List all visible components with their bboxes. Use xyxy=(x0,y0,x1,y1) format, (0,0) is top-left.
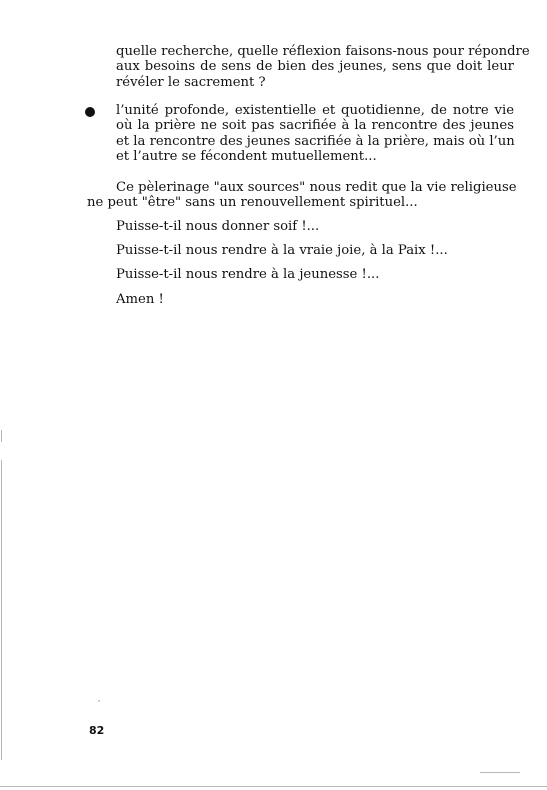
prayer-line-4: Amen ! xyxy=(116,292,164,307)
bullet-item-line-3: et la rencontre des jeunes sacrifiée à la prière, mais où l’un xyxy=(116,134,515,149)
scan-bottom-mark xyxy=(480,772,520,773)
prayer-line-1: Puisse-t-il nous donner soif !... xyxy=(116,219,320,234)
paragraph-2-line-2: ne peut "être" sans un renouvellement spirituel... xyxy=(87,195,418,210)
page-number: 82 xyxy=(89,724,105,737)
paragraph-1-line-1: quelle recherche, quelle réflexion faisons-nous pour répondre xyxy=(116,44,530,59)
bullet-item-line-1: l’unité profonde, existentielle et quotidienne, de notre vie xyxy=(116,103,514,118)
scan-bottom-edge xyxy=(0,786,547,787)
bullet-item-line-4: et l’autre se fécondent mutuellement... xyxy=(116,149,377,164)
paragraph-1-line-3: révéler le sacrement ? xyxy=(116,75,266,90)
scan-speck xyxy=(98,700,100,702)
prayer-line-2: Puisse-t-il nous rendre à la vraie joie, à la Paix !... xyxy=(116,243,448,258)
paragraph-2-line-1: Ce pèlerinage "aux sources" nous redit que la vie religieuse xyxy=(116,180,517,195)
bullet-item-line-2: où la prière ne soit pas sacrifiée à la rencontre des jeunes xyxy=(116,118,514,133)
scan-margin-rule xyxy=(1,460,2,760)
prayer-line-3: Puisse-t-il nous rendre à la jeunesse !... xyxy=(116,267,380,282)
scan-edge-mark xyxy=(1,430,2,442)
paragraph-1-line-2: aux besoins de sens de bien des jeunes, sens que doit leur xyxy=(116,59,514,74)
bullet-dot-icon xyxy=(85,107,95,117)
